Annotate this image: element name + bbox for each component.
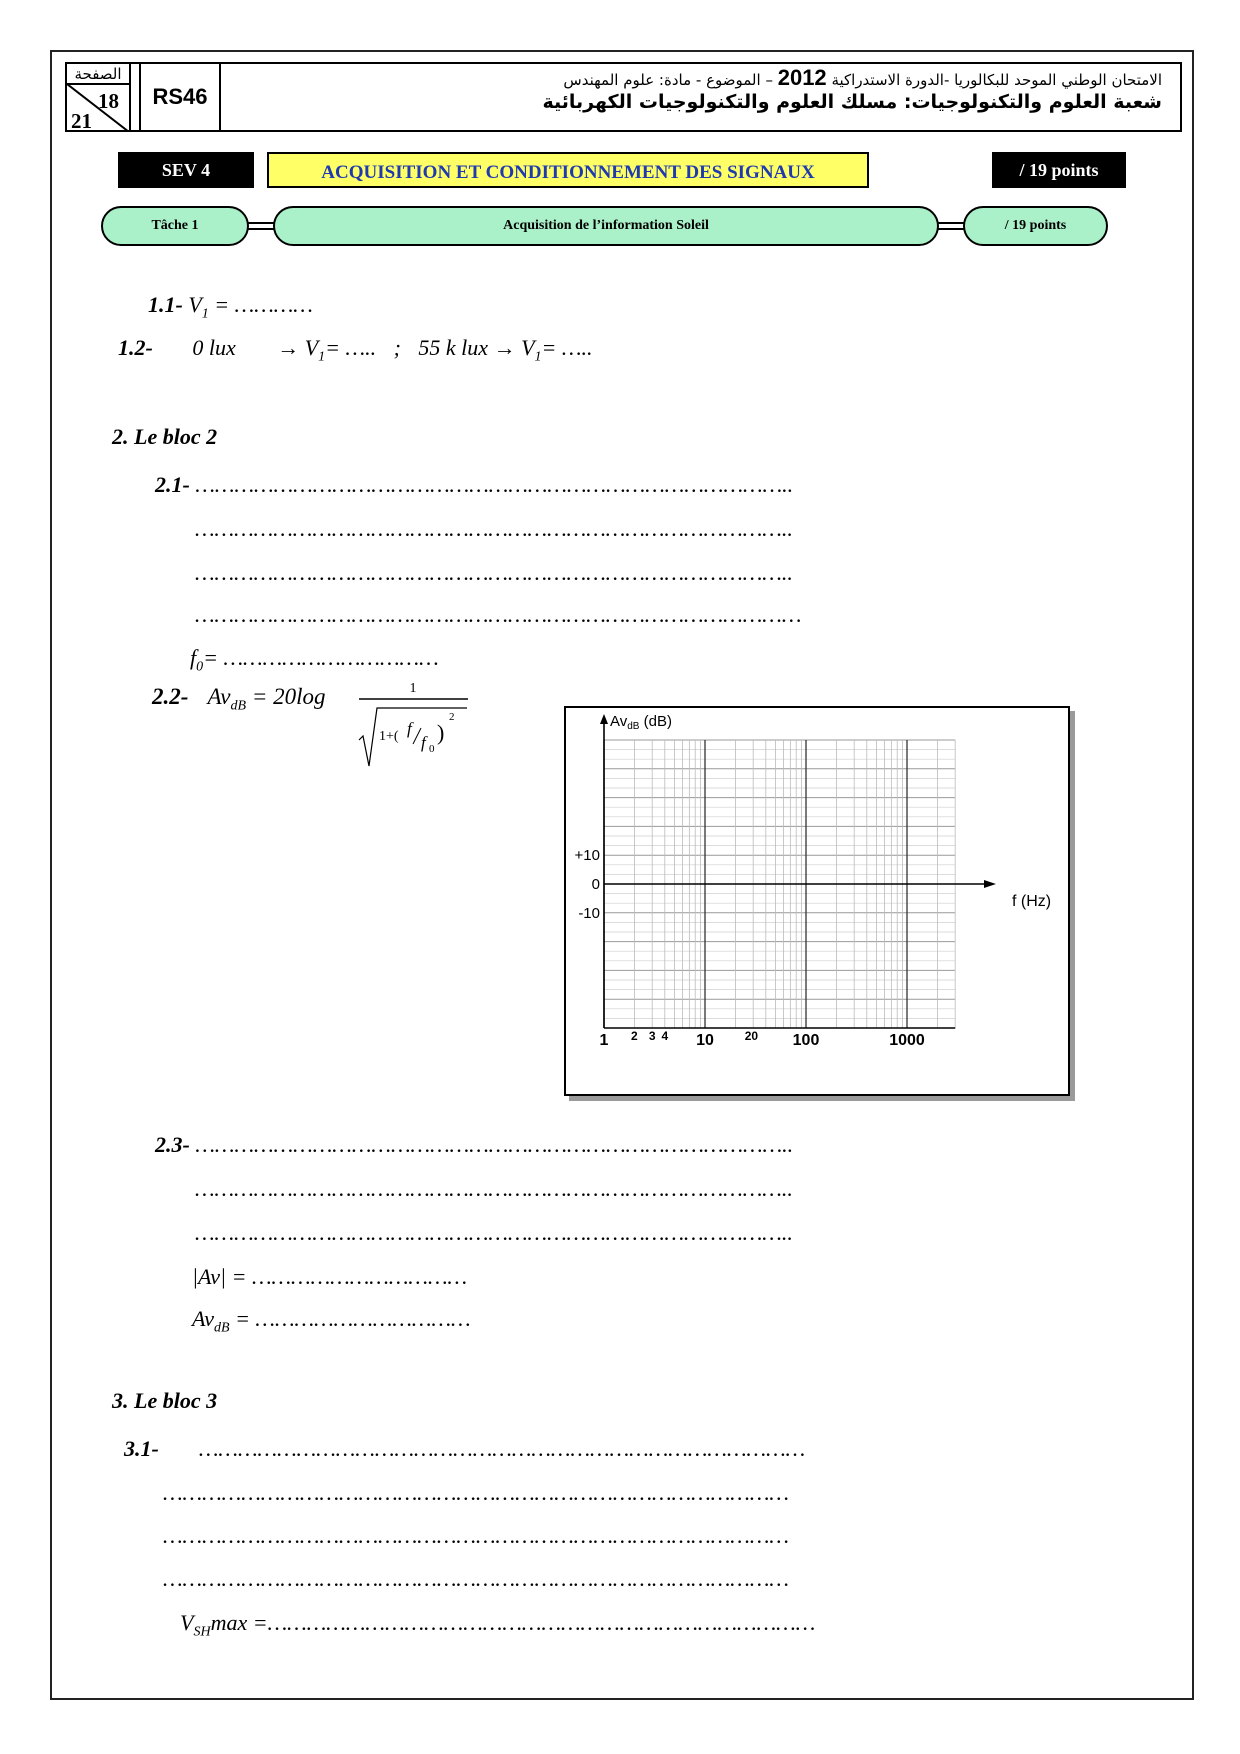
header-line1-b: – الموضوع - مادة: علوم المهندس xyxy=(563,71,778,89)
formula-eq: = 20log xyxy=(246,684,326,709)
answer-line: ………………………………………………………………………………… xyxy=(195,602,802,627)
exam-header xyxy=(65,62,1182,132)
bode-chart xyxy=(564,706,1070,1096)
x-tick-label-minor: 2 xyxy=(631,1029,638,1043)
vsh-dots: max =………………………………………………………………………… xyxy=(210,1610,816,1635)
y-tick-label: +10 xyxy=(574,847,600,865)
abs-av-label: |Av| = xyxy=(192,1264,252,1289)
answer-line: ……………………………………………………………………………….. xyxy=(195,1176,793,1201)
question-2-1 xyxy=(155,472,793,498)
question-1-1 xyxy=(148,292,313,322)
page-total: 21 xyxy=(71,109,92,133)
den-close-paren: ) xyxy=(437,720,445,745)
f0-sub: 0 xyxy=(196,659,204,675)
vsh-max-answer xyxy=(180,1610,815,1640)
den-f0: f xyxy=(421,733,426,752)
section-bloc-2: 2. Le bloc 2 xyxy=(112,424,218,449)
x-tick-label-major: 1 xyxy=(599,1032,609,1049)
av-db-answer xyxy=(192,1306,471,1336)
x-tick-label-major: 100 xyxy=(792,1032,820,1049)
fraction-numerator: 1 xyxy=(409,681,417,696)
task-points: / 19 points xyxy=(963,206,1108,246)
vsh-sub: SH xyxy=(193,1624,211,1640)
answer-line: …………………………………………………………………………………… xyxy=(163,1566,789,1591)
q12-sub: 1 xyxy=(318,349,326,365)
q12-num: 1.2- xyxy=(118,335,153,360)
q23-num: 2.3- xyxy=(155,1132,190,1157)
vsh-var: V xyxy=(180,1610,194,1635)
den-f: f xyxy=(407,719,412,738)
answer-line: ………………………………………………………………………………… xyxy=(198,1436,806,1461)
den-slash xyxy=(413,728,421,744)
q12-sub: 1 xyxy=(534,349,542,365)
task-title: Acquisition de l’information Soleil xyxy=(273,206,939,246)
q21-num: 2.1- xyxy=(155,472,190,497)
answer-line: ……………………………………………………………………………….. xyxy=(195,1220,793,1245)
page-number-box xyxy=(67,64,131,133)
x-axis-label: f (Hz) xyxy=(1012,893,1052,910)
q12-answer-a: = ….. xyxy=(325,335,377,360)
answer-line: ……………………………………………………………………………….. xyxy=(195,1132,794,1157)
f0-var: f xyxy=(190,645,197,670)
q22-num: 2.2- xyxy=(152,684,189,709)
y-axis-arrow-icon xyxy=(600,714,608,724)
sev-label: SEV 4 xyxy=(118,152,254,188)
x-tick-label-minor: 20 xyxy=(744,1029,759,1043)
den-start: 1+( xyxy=(379,729,399,744)
q11-answer: = ………… xyxy=(208,292,313,317)
answer-line: ……………………………………………………………………………….. xyxy=(195,560,793,585)
section-bloc-3: 3. Le bloc 3 xyxy=(112,1388,218,1413)
x-tick-label-major: 1000 xyxy=(889,1032,925,1049)
x-tick-label-minor: 3 xyxy=(648,1029,656,1043)
formula-lhs: Av xyxy=(207,684,231,709)
header-line2: شعبة العلوم والتكنولوجيات: مسلك العلوم والتكنولوجيات الكهربائية xyxy=(542,91,1162,113)
task-label: Tâche 1 xyxy=(101,206,249,246)
arrow-icon: → xyxy=(277,335,300,360)
den-f0-sub: 0 xyxy=(429,743,435,755)
x-axis-arrow-icon xyxy=(984,880,996,888)
y-axis-label: $Av_{dB}$ (dB) xyxy=(610,713,672,732)
page-current: 18 xyxy=(98,89,119,113)
question-3-1 xyxy=(124,1436,805,1462)
f0-dots: = …………………………… xyxy=(203,645,439,670)
q12-var: V xyxy=(304,335,319,360)
f0-answer xyxy=(190,645,439,675)
header-text xyxy=(221,64,1180,130)
sev-points: / 19 points xyxy=(992,152,1126,188)
av-db-var: Av xyxy=(192,1306,214,1331)
abs-av-dots: …………………………… xyxy=(251,1264,468,1289)
question-1-2 xyxy=(118,335,592,365)
q12-lux-55k: 55 k lux xyxy=(418,335,489,360)
task-connector xyxy=(937,222,965,230)
q12-answer-b: = ….. xyxy=(541,335,593,360)
y-tick-label: -10 xyxy=(578,904,600,922)
page-label: الصفحة xyxy=(67,65,129,85)
y-tick-label: 0 xyxy=(591,876,600,893)
q11-num: 1.1- xyxy=(148,292,183,317)
q12-sep: ; xyxy=(393,335,401,360)
sev-title: ACQUISITION ET CONDITIONNEMENT DES SIGNAUX xyxy=(267,152,869,188)
den-exp: 2 xyxy=(449,711,455,723)
answer-line: …………………………………………………………………………………… xyxy=(163,1523,789,1548)
av-db-sub: dB xyxy=(214,1320,230,1336)
answer-line: ……………………………………………………………………………….. xyxy=(195,516,793,541)
exam-code: RS46 xyxy=(139,64,221,130)
abs-av-answer xyxy=(192,1264,467,1290)
bode-chart-svg xyxy=(566,708,1068,1094)
x-tick-label-minor: 4 xyxy=(661,1029,669,1043)
q31-num: 3.1- xyxy=(124,1436,159,1461)
header-line1 xyxy=(221,65,1162,90)
av-db-dots: = …………………………… xyxy=(229,1306,471,1331)
answer-line: …………………………………………………………………………………… xyxy=(163,1480,789,1505)
arrow-icon: → xyxy=(493,335,516,360)
question-2-3 xyxy=(155,1132,793,1158)
question-2-2 xyxy=(152,684,326,715)
formula-fraction xyxy=(355,678,475,770)
formula-lhs-sub: dB xyxy=(230,698,247,714)
task-connector xyxy=(247,222,275,230)
q11-var: V xyxy=(188,292,202,317)
answer-line: ……………………………………………………………………………….. xyxy=(195,472,794,497)
header-year: 2012 xyxy=(777,65,827,90)
q12-var: V xyxy=(521,335,535,360)
q11-sub: 1 xyxy=(201,306,209,322)
q12-lux-0: 0 lux xyxy=(192,335,236,360)
x-tick-label-major: 10 xyxy=(696,1032,714,1049)
header-line1-a: الامتحان الوطني الموحد للبكالوريا -الدورة الاستدراكية xyxy=(826,71,1162,89)
